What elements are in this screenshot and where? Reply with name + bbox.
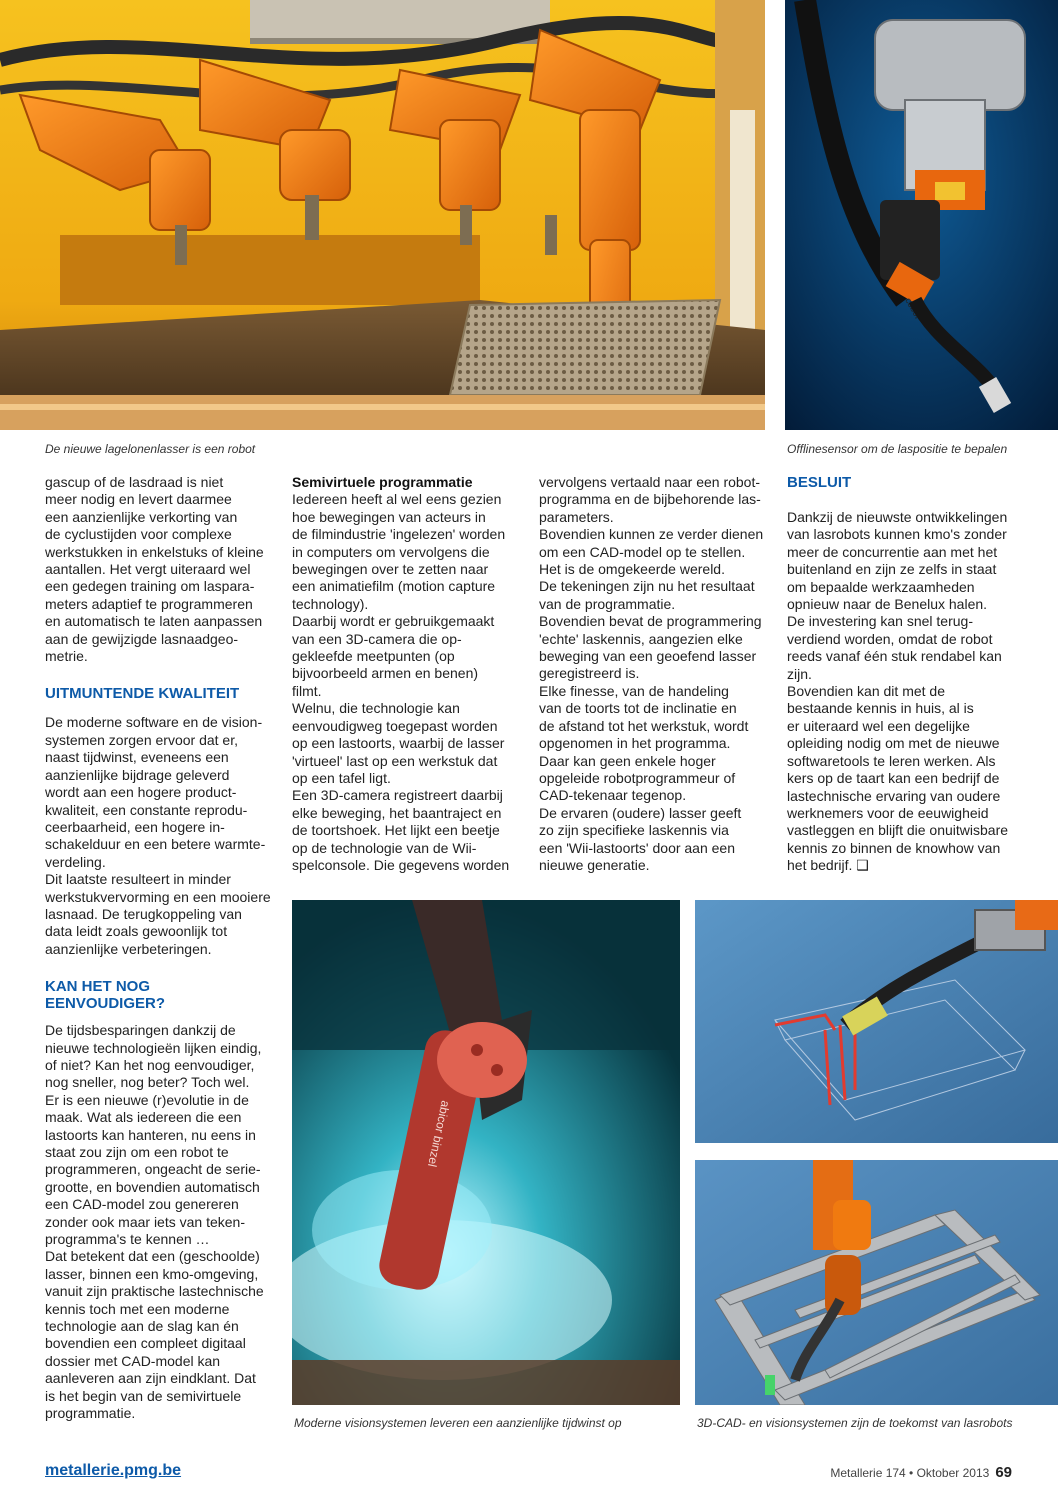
heading-besluit: BESLUIT (787, 474, 852, 491)
text-line: schakelduur en een betere warmte- (45, 836, 266, 853)
text-line: maak. Wat als iedereen die een (45, 1109, 242, 1126)
text-line: van een 3D-camera die op- (292, 630, 462, 647)
col1-intro-paragraph (45, 474, 273, 665)
page-number: 69 (995, 1464, 1012, 1481)
text-line: een animatiefilm (motion capture (292, 578, 496, 595)
text-line: van lasrobots kunnen kmo's zonder (787, 526, 1007, 543)
torch-illustration (292, 900, 680, 1405)
text-line: vastleggen en blijft die onuitwisbare (787, 822, 1009, 839)
cad-frame-illustration (695, 1160, 1058, 1405)
robot-welding-cell-photo (0, 0, 765, 430)
text-line: Daar kan geen enkele hoger (539, 752, 716, 769)
text-line: Bovendien kunnen ze verder dienen (539, 526, 764, 543)
text-line: en automatisch te laten aanpassen (45, 613, 263, 630)
text-line: meters adaptief te programmeren (45, 595, 253, 612)
text-line: Elke finesse, van de handeling (539, 682, 729, 699)
text-line: van de toorts tot de inclinatie en (539, 700, 737, 717)
text-line: eenvoudigweg toegepast worden (292, 717, 498, 734)
text-line: De tijdsbesparingen dankzij de (45, 1022, 236, 1039)
text-line: bijvoorbeeld armen en benen) (292, 665, 479, 682)
text-line: Een 3D-camera registreert daarbij (292, 787, 503, 804)
text-line: 'echte' laskennis, aangezien elke (539, 630, 743, 647)
footer-issue: Metallerie 174 • Oktober 2013 (830, 1466, 990, 1480)
text-line: op de technologie van de Wii- (292, 839, 477, 856)
heading-line: KAN HET NOG (45, 978, 150, 996)
text-line: Dit laatste resulteert in minder (45, 871, 231, 888)
text-line: Het is de omgekeerde wereld. (539, 561, 725, 578)
text-line: op een lastoorts, waarbij de lasser (292, 735, 505, 752)
text-line: softwaretools te leren werken. Als (787, 752, 996, 769)
text-line: bovendien een compleet digitaal (45, 1335, 246, 1352)
sensor-illustration (785, 0, 1058, 430)
text-line: Bovendien bevat de programmering (539, 613, 762, 630)
text-line: bewegingen over te zetten naar (292, 561, 489, 578)
text-line: de afstand tot het werkstuk, wordt (539, 717, 749, 734)
text-line: programmeren, ongeacht de serie- (45, 1161, 261, 1178)
text-line: parameters. (539, 508, 614, 525)
text-line: nieuwe generatie. (539, 856, 650, 873)
sensor-brand-label: cobot (903, 296, 923, 321)
text-line: opnieuw naar de Benelux halen. (787, 596, 988, 613)
text-line: reeds vanaf één stuk rendabel kan (787, 648, 1002, 665)
text-line: geregistreerd is. (539, 665, 640, 682)
column-2 (292, 474, 522, 874)
text-line: metrie. (45, 648, 88, 665)
text-line: kwaliteit, een constante reprodu- (45, 801, 248, 818)
text-line: technologie aan de slag kan én (45, 1318, 239, 1335)
cad-wireframe-illustration (695, 900, 1058, 1143)
text-line: van de programmatie. (539, 595, 676, 612)
text-line: aan de gewijzigde lasnaadgeo- (45, 630, 239, 647)
text-line: verdeling. (45, 853, 106, 870)
text-line: elke beweging, het baantraject en (292, 804, 502, 821)
text-line: opleiding nodig om met de nieuwe (787, 735, 1000, 752)
text-line: systemen zorgen ervoor dat er, (45, 731, 238, 748)
text-line: beweging van een geoefend lasser (539, 648, 757, 665)
caption-bottom-right: 3D-CAD- en visionsystemen zijn de toekomst van lasrobots (697, 1416, 1013, 1430)
text-line: ceerbaarheid, een hogere in- (45, 818, 225, 835)
text-line: in computers om vervolgens die (292, 543, 490, 560)
text-line: werknemers voor de eeuwigheid (787, 804, 989, 821)
text-line: data leidt zoals gewoonlijk tot (45, 923, 228, 940)
text-line: opgeleide robotprogrammeur of (539, 769, 736, 786)
cad-wireframe-photo (695, 900, 1058, 1143)
text-line: lasnaad. De terugkoppeling van (45, 905, 242, 922)
footer-website-link[interactable]: metallerie.pmg.be (45, 1462, 182, 1479)
text-line: de toortshoek. Het lijkt een beetje (292, 822, 500, 839)
text-line: technology). (292, 595, 369, 612)
text-line: de cyclustijden voor complexe (45, 526, 232, 543)
text-line: om een CAD-model op te stellen. (539, 543, 746, 560)
text-line: een aanzienlijke verkorting van (45, 508, 238, 525)
text-line: een 'Wii-lastoorts' door aan een (539, 839, 736, 856)
text-line: aanzienlijke bijdrage geleverd (45, 766, 230, 783)
text-line: lasser, binnen een kmo-omgeving, (45, 1265, 259, 1282)
text-line: of niet? Kan het nog eenvoudiger, (45, 1056, 255, 1073)
text-line: Iedereen heeft al wel eens gezien (292, 491, 502, 508)
column-4 (787, 474, 1022, 875)
col1-quality-paragraph (45, 714, 273, 958)
text-line: nog sneller, nog beter? Toch wel. (45, 1074, 250, 1091)
footer-issue-info (830, 1464, 1012, 1481)
text-line: kers op de taart kan een bedrijf de (787, 770, 1000, 787)
text-line: Dankzij de nieuwste ontwikkelingen (787, 509, 1008, 525)
text-line: Bovendien kan dit met de (787, 683, 945, 700)
text-line: op een tafel ligt. (292, 769, 391, 786)
text-line: zijn. (787, 665, 812, 682)
text-line: opgenomen in het programma. (539, 735, 731, 752)
subheading-semivirtuele-programmatie: Semivirtuele programmatie (292, 474, 473, 490)
caption-bottom-left: Moderne visionsystemen leveren een aanzienlijke tijdwinst op (294, 1416, 622, 1430)
text-line: De ervaren (oudere) lasser geeft (539, 804, 742, 821)
text-line: meer nodig en levert daarmee (45, 491, 232, 508)
text-line: gekleefde meetpunten (op (292, 648, 455, 665)
text-line: programmatie. (45, 1405, 136, 1422)
text-line: de filmindustrie 'ingelezen' worden (292, 526, 506, 543)
text-line: bestaande kennis in huis, al is (787, 700, 974, 717)
text-line: is het begin van de semivirtuele (45, 1387, 242, 1404)
column-3 (539, 474, 769, 874)
text-line: lastoorts kan hanteren, nu eens in (45, 1126, 256, 1143)
text-line: Dat betekent dat een (geschoolde) (45, 1248, 260, 1265)
text-line: verdiend worden, omdat de robot (787, 630, 993, 647)
text-line: Daarbij wordt er gebruikgemaakt (292, 613, 495, 630)
text-line: De tekeningen zijn nu het resultaat (539, 578, 755, 595)
text-line: werkstukken in enkelstuks of kleine (45, 543, 264, 560)
text-line: er uiteraard wel een degelijke (787, 717, 970, 734)
text-line: gascup of de lasdraad is niet (45, 474, 224, 490)
text-line: aanzienlijke verbeteringen. (45, 940, 212, 957)
text-line: wordt aan een hogere product- (45, 784, 237, 801)
text-line: kennis zo binnen de knowhow van (787, 839, 1001, 856)
text-line: aantallen. Het vergt uiteraard wel (45, 561, 251, 578)
heading-kan-het-nog-eenvoudiger (45, 978, 273, 1012)
robot-cell-illustration (0, 0, 765, 430)
welding-torch-vision-photo (292, 900, 680, 1405)
text-line: werkstukvervorming en een mooiere (45, 888, 271, 905)
text-line: aanleveren aan zijn eindklant. Dat (45, 1370, 256, 1387)
column-1 (45, 474, 273, 1423)
text-line: een CAD-model zou genereren (45, 1196, 239, 1213)
heading-uitmuntende-kwaliteit: UITMUNTENDE KWALITEIT (45, 685, 240, 703)
text-line: dossier met CAD-model kan (45, 1352, 221, 1369)
text-line: kennis toch met een moderne (45, 1300, 230, 1317)
text-line: spelconsole. Die gegevens worden (292, 856, 510, 873)
text-line: CAD-tekenaar tegenop. (539, 787, 687, 804)
text-line: De investering kan snel terug- (787, 613, 973, 630)
col1-simpler-paragraph (45, 1022, 273, 1422)
torch-brand-label: abicor binzel (425, 1099, 453, 1169)
text-line: 'virtueel' last op een werkstuk dat (292, 752, 498, 769)
text-line: hoe bewegingen van acteurs in (292, 508, 486, 525)
text-line: programma en de bijbehorende las- (539, 491, 761, 508)
text-line: een gedegen training om laspara- (45, 578, 255, 595)
caption-top-right: Offlinesensor om de laspositie te bepalen (787, 442, 1008, 456)
offline-sensor-photo (785, 0, 1058, 430)
text-line: zo zijn specifieke laskennis via (539, 822, 729, 839)
text-line: filmt. (292, 682, 322, 699)
cad-frame-robot-photo (695, 1160, 1058, 1405)
text-line: het bedrijf. ❑ (787, 857, 869, 874)
text-line: staat zou zijn om een robot te (45, 1144, 229, 1160)
text-line: om bepaalde werkzaamheden (787, 578, 975, 595)
text-line: De moderne software en de vision- (45, 714, 263, 731)
heading-line: EENVOUDIGER? (45, 995, 166, 1013)
text-line: naast tijdwinst, eveneens een (45, 749, 229, 766)
text-line: nieuwe technologieën lijken eindig, (45, 1039, 262, 1056)
text-line: programma's te kennen … (45, 1231, 210, 1248)
text-line: vanuit zijn praktische lastechnische (45, 1283, 264, 1300)
text-line: Er is een nieuwe (r)evolutie in de (45, 1091, 249, 1108)
text-line: meer de concurrentie aan met het (787, 543, 998, 560)
text-line: Welnu, die technologie kan (292, 700, 460, 717)
text-line: vervolgens vertaald naar een robot- (539, 474, 761, 490)
caption-top-left: De nieuwe lagelonenlasser is een robot (45, 442, 256, 456)
text-line: grootte, en bovendien automatisch (45, 1178, 260, 1195)
text-line: buitenland en zijn ze zelfs in staat (787, 561, 997, 578)
text-line: lastechnische ervaring van oudere (787, 787, 1001, 804)
text-line: zonder ook maar iets van teken- (45, 1213, 245, 1230)
